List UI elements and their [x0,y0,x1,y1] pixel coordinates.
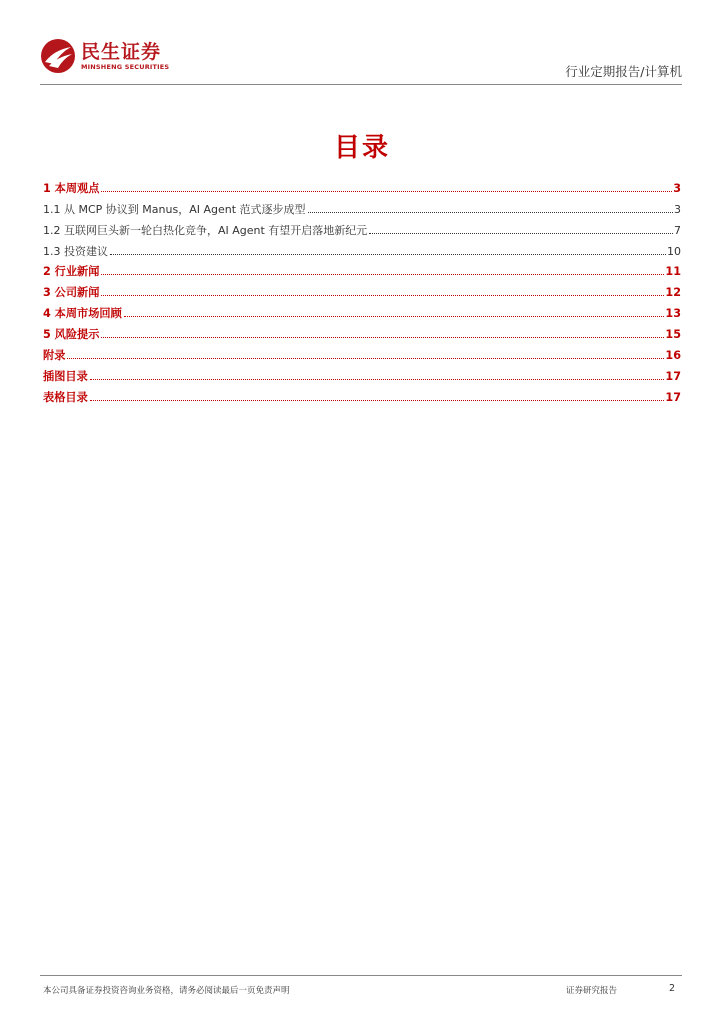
toc-entry-label: 2 行业新闻 [43,265,100,279]
toc-entry-label: 插图目录 [43,369,88,383]
toc-entry-page: 17 [665,369,681,383]
toc-entry-label: 4 本周市场回顾 [43,307,122,321]
toc-entry-page: 3 [673,181,681,195]
toc-leader-dots [101,295,664,296]
logo-english-name: MINSHENG SECURITIES [81,62,170,71]
toc-entry[interactable] [43,278,681,299]
footer-divider [40,975,682,976]
toc-leader-dots [124,316,665,317]
toc-entry[interactable] [43,320,681,341]
toc-leader-dots [101,337,664,338]
toc-entry-label: 5 风险提示 [43,328,100,342]
footer-disclaimer: 本公司具备证券投资咨询业务资格，请务必阅读最后一页免责声明 [43,986,290,996]
toc-entry[interactable] [43,362,681,383]
toc-entry-label: 表格目录 [43,390,88,404]
footer-report-type: 证券研究报告 [566,986,618,996]
toc-entry[interactable] [43,383,681,404]
logo-chinese-name: 民生证券 [81,40,162,63]
toc-entry[interactable] [43,299,681,320]
toc-entry-page: 12 [665,286,681,300]
toc-entry[interactable] [43,216,681,237]
toc-entry[interactable] [43,195,681,216]
toc-entry-label: 1.3 投资建议 [43,244,108,258]
report-category: 行业定期报告/计算机 [565,64,682,79]
toc-entry-page: 10 [667,244,681,258]
toc-entry-label: 附录 [43,349,66,363]
toc-title: 目录 [333,133,390,163]
toc-entry-page: 11 [665,265,681,279]
toc-entry-label: 1.2 互联网巨头新一轮白热化竞争，AI Agent 有望开启落地新纪元 [43,223,368,237]
toc-entry[interactable] [43,174,681,195]
toc-entry[interactable] [43,237,681,258]
toc-leader-dots [67,358,664,359]
toc-entry[interactable] [43,341,681,362]
toc-leader-dots [101,274,664,275]
toc-entry[interactable] [43,258,681,279]
toc-entry-page: 15 [665,328,681,342]
toc-entry-label: 1.1 从 MCP 协议到 Manus，AI Agent 范式逐步成型 [43,202,306,216]
toc-entry-label: 1 本周观点 [43,181,100,195]
toc-leader-dots [369,233,673,234]
toc-leader-dots [90,400,665,401]
company-logo [40,38,169,74]
toc-leader-dots [101,191,672,192]
toc-entry-page: 17 [665,390,681,404]
page-number: 2 [669,983,676,994]
toc-entry-page: 7 [674,223,681,237]
header-divider [40,84,682,85]
toc-entry-page: 16 [665,349,681,363]
minsheng-logo-icon [40,38,76,74]
table-of-contents [43,174,681,404]
toc-entry-page: 13 [665,307,681,321]
page-header [40,38,682,84]
toc-leader-dots [90,379,665,380]
toc-entry-label: 3 公司新闻 [43,286,100,300]
toc-leader-dots [308,212,673,213]
toc-leader-dots [110,254,666,255]
toc-entry-page: 3 [674,202,681,216]
